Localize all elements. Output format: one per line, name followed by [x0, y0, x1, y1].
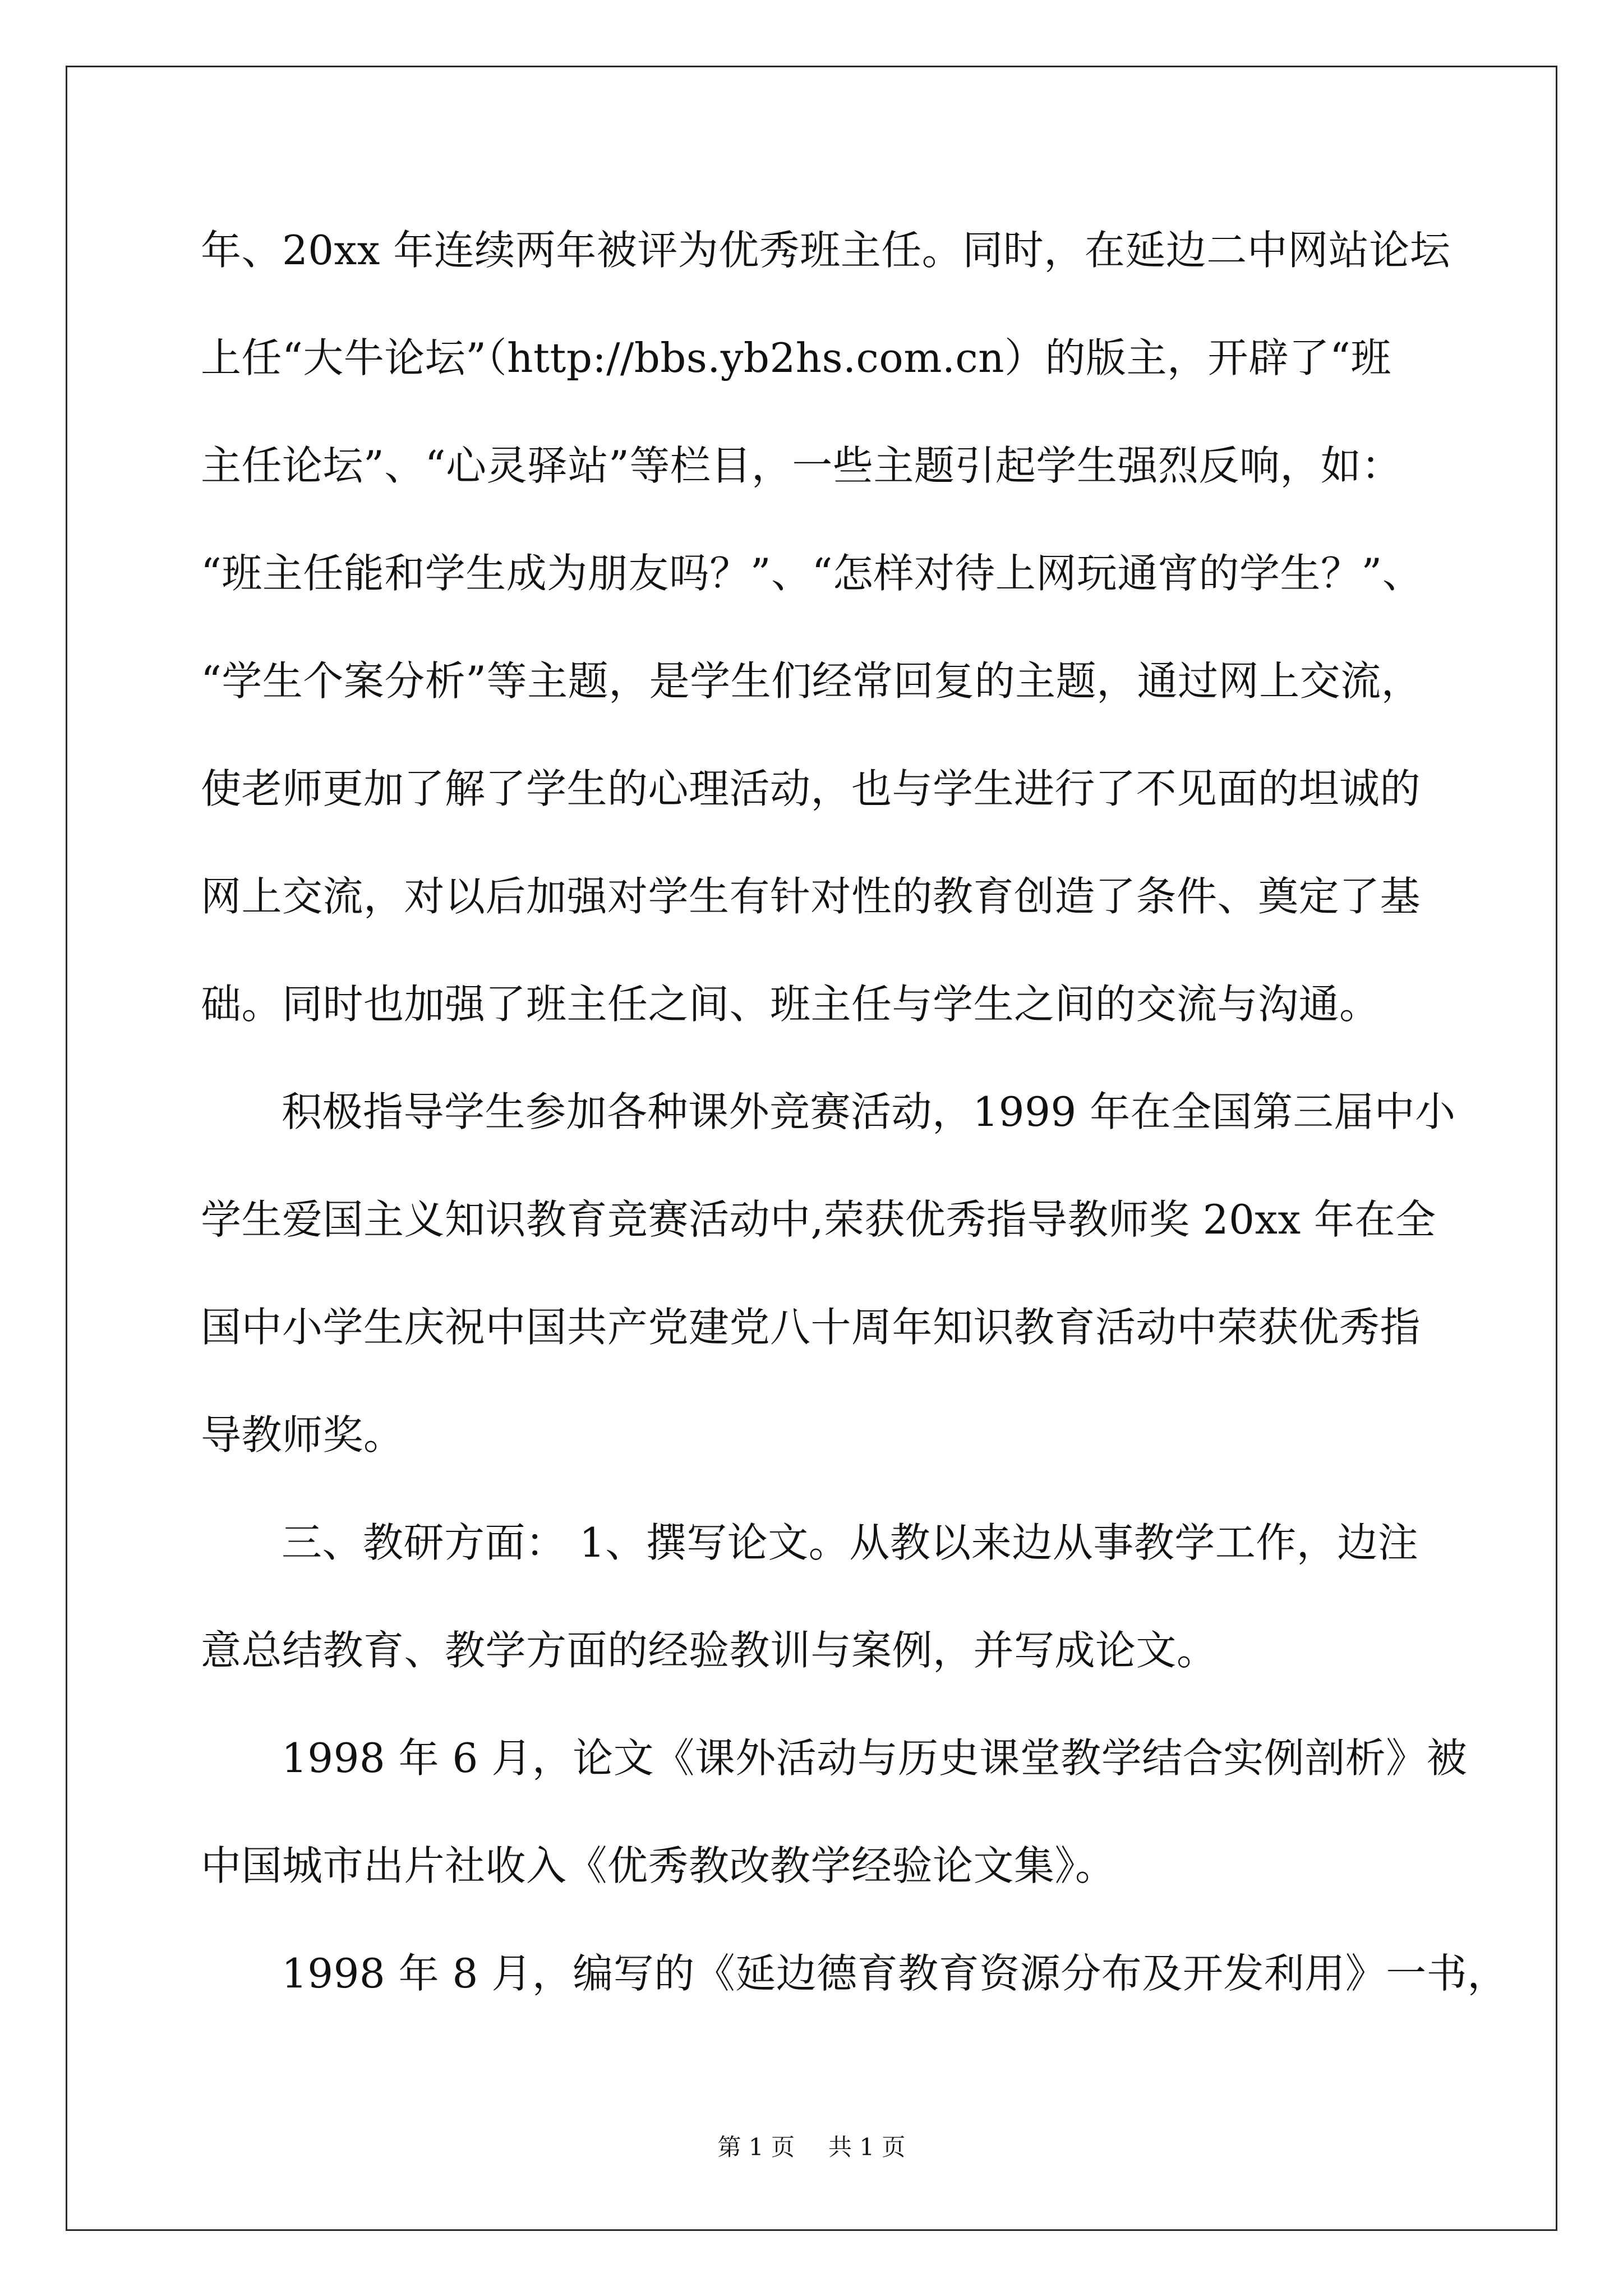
text-line: 主任论坛”、“心灵驿站”等栏目，一些主题引起学生强烈反响，如：	[201, 442, 1402, 489]
text-line: 学生爱国主义知识教育竞赛活动中,荣获优秀指导教师奖 20xx 年在全	[201, 1196, 1436, 1243]
text-line: 上任“大牛论坛”（http://bbs.yb2hs.com.cn）的版主，开辟了“班	[201, 334, 1391, 381]
paragraph-start-line: 积极指导学生参加各种课外竞赛活动，1999 年在全国第三届中小	[282, 1088, 1456, 1135]
text-line: 意总结教育、教学方面的经验教训与案例，并写成论文。	[201, 1627, 1218, 1674]
page-border	[66, 66, 1557, 2231]
text-line: 网上交流，对以后加强对学生有针对性的教育创造了条件、奠定了基	[201, 873, 1421, 920]
paragraph-start-line: 三、教研方面： 1、撰写论文。从教以来边从事教学工作，边注	[282, 1519, 1419, 1566]
text-line: 中国城市出片社收入《优秀教改教学经验论文集》。	[201, 1842, 1116, 1889]
page-footer	[0, 2132, 1623, 2163]
paragraph-start-line: 1998 年 8 月，编写的《延边德育教育资源分布及开发利用》一书，	[282, 1950, 1508, 1997]
text-line: “班主任能和学生成为朋友吗？”、“怎样对待上网玩通宵的学生？”、	[201, 550, 1423, 597]
paragraph-start-line: 1998 年 6 月，论文《课外活动与历史课堂教学结合实例剖析》被	[282, 1734, 1468, 1782]
text-line: 础。同时也加强了班主任之间、班主任与学生之间的交流与沟通。	[201, 981, 1380, 1028]
text-line: 导教师奖。	[201, 1411, 404, 1458]
text-line: “学生个案分析”等主题，是学生们经常回复的主题，通过网上交流，	[201, 657, 1422, 705]
text-line: 使老师更加了解了学生的心理活动，也与学生进行了不见面的坦诚的	[201, 765, 1421, 812]
text-line: 国中小学生庆祝中国共产党建党八十周年知识教育活动中荣获优秀指	[201, 1304, 1421, 1351]
text-line: 年、20xx 年连续两年被评为优秀班主任。同时，在延边二中网站论坛	[201, 227, 1451, 274]
page-total: 共 1 页	[828, 2133, 906, 2161]
page-number: 第 1 页	[717, 2133, 795, 2161]
